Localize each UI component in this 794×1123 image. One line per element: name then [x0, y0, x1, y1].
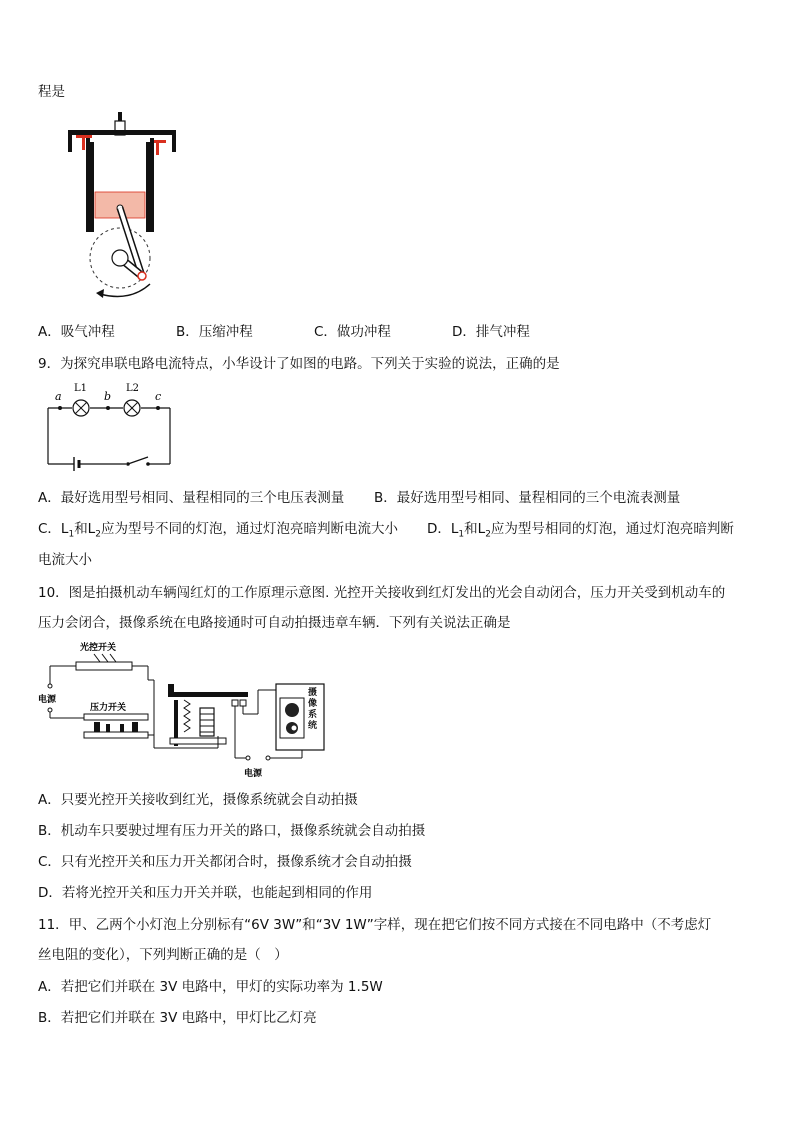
q11-stem-line1: 11．甲、乙两个小灯泡上分别标有“6V 3W”和“3V 1W”字样，现在把它们按不同方式接在不同电路中（不考虑灯: [38, 917, 712, 933]
engine-cylinder-figure: [62, 108, 192, 308]
q9-option-d-continued: 电流大小: [38, 552, 92, 568]
q8-option-c: C．做功冲程: [314, 324, 391, 340]
node-a-label: a: [55, 390, 62, 403]
red-light-camera-circuit-figure: [36, 638, 336, 783]
power1-label: 电源: [38, 695, 57, 705]
q9-option-b: B．最好选用型号相同、量程相同的三个电流表测量: [374, 490, 681, 506]
q8-option-b: B．压缩冲程: [176, 324, 253, 340]
node-c-label: c: [155, 390, 162, 403]
node-b-label: b: [104, 390, 112, 403]
lamp-l2-label: L2: [126, 383, 140, 394]
q10-stem-line2: 压力会闭合，摄像系统在电路接通时可自动拍摄违章车辆．下列有关说法正确是: [38, 615, 511, 631]
light-switch-label: 光控开关: [80, 643, 117, 653]
q8-option-d: D．排气冲程: [452, 324, 530, 340]
lamp-l1-label: L1: [74, 383, 88, 394]
pressure-switch-label: 压力开关: [90, 703, 127, 713]
q9-option-d: D．$L_1$和$L_2$应为型号相同的灯泡，通过灯泡亮暗判断: [427, 521, 734, 540]
q9-stem: 9．为探究串联电路电流特点，小华设计了如图的电路。下列关于实验的说法，正确的是: [38, 356, 560, 372]
q10-option-b: B．机动车只要驶过埋有压力开关的路口，摄像系统就会自动拍摄: [38, 823, 426, 839]
q9-option-c: C．$L_1$和$L_2$应为型号不同的灯泡，通过灯泡亮暗判断电流大小: [38, 521, 398, 540]
q9-option-a: A．最好选用型号相同、量程相同的三个电压表测量: [38, 490, 345, 506]
q10-option-d: D．若将光控开关和压力开关并联，也能起到相同的作用: [38, 885, 373, 901]
q11-stem-line2: 丝电阻的变化），下列判断正确的是（ ）: [38, 947, 288, 963]
q10-option-c: C．只有光控开关和压力开关都闭合时，摄像系统才会自动拍摄: [38, 854, 412, 870]
camera-system-label: 摄像系统: [308, 688, 318, 731]
q8-option-a: A．吸气冲程: [38, 324, 115, 340]
q10-option-a: A．只要光控开关接收到红光，摄像系统就会自动拍摄: [38, 792, 358, 808]
power2-label: 电源: [244, 769, 263, 779]
q10-stem-line1: 10．图是拍摄机动车辆闯红灯的工作原理示意图. 光控开关接收到红灯发出的光会自动闭合，压力开关受到机动车的: [38, 585, 726, 601]
q8-stem-tail: 程是: [38, 84, 65, 100]
q11-option-b: B．若把它们并联在 3V 电路中，甲灯比乙灯亮: [38, 1010, 317, 1026]
q11-option-a: A．若把它们并联在 3V 电路中，甲灯的实际功率为 1.5W: [38, 979, 383, 995]
series-circuit-figure: [40, 378, 180, 473]
